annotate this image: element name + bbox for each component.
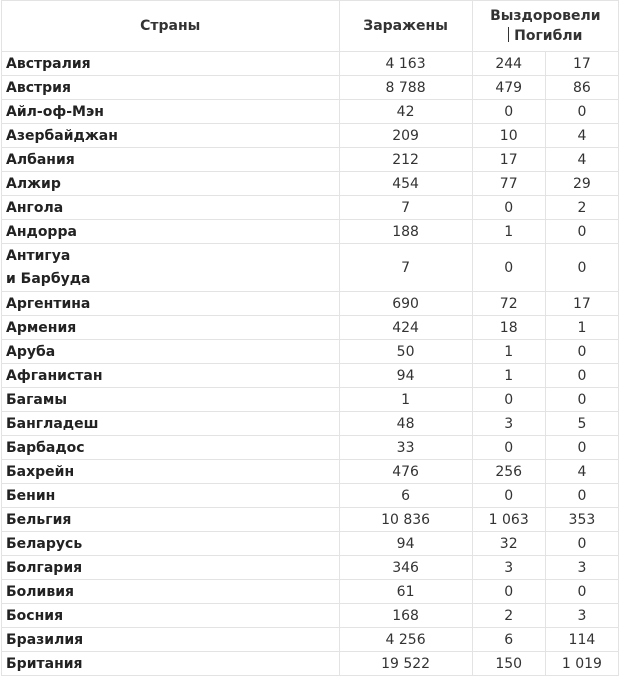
country-name: Багамы [6, 391, 67, 408]
table-row [2, 436, 619, 460]
country-name: Бангладеш [6, 415, 99, 432]
country-name: Беларусь [6, 535, 83, 552]
recovered-cell: 0 [472, 580, 545, 604]
dead-cell: 0 [545, 220, 618, 244]
country-cell [2, 340, 340, 364]
recovered-cell: 1 063 [472, 508, 545, 532]
country-cell [2, 100, 340, 124]
dead-cell: 0 [545, 580, 618, 604]
dead-cell: 4 [545, 148, 618, 172]
recovered-cell: 3 [472, 412, 545, 436]
recovered-cell: 3 [472, 556, 545, 580]
table-row [2, 604, 619, 628]
country-cell [2, 556, 340, 580]
country-name: Болгария [6, 559, 83, 576]
table-body [2, 52, 619, 676]
recovered-cell: 244 [472, 52, 545, 76]
recovered-cell: 0 [472, 100, 545, 124]
dead-cell: 86 [545, 76, 618, 100]
infected-cell: 8 788 [339, 76, 472, 100]
table-row [2, 340, 619, 364]
table-row [2, 364, 619, 388]
table-row [2, 76, 619, 100]
dead-cell: 17 [545, 52, 618, 76]
header-recovered: Выздоровели [490, 8, 601, 24]
infected-cell: 1 [339, 388, 472, 412]
recovered-cell: 0 [472, 436, 545, 460]
country-cell [2, 436, 340, 460]
country-name: Босния [6, 607, 64, 624]
infected-cell: 48 [339, 412, 472, 436]
recovered-cell: 72 [472, 292, 545, 316]
table-row [2, 508, 619, 532]
country-name-line2: и Барбуда [6, 270, 91, 287]
country-name: Афганистан [6, 367, 103, 384]
dead-cell: 0 [545, 100, 618, 124]
infected-cell: 7 [339, 244, 472, 292]
country-cell [2, 532, 340, 556]
infected-cell: 168 [339, 604, 472, 628]
header-recovered-dead [472, 1, 618, 52]
country-name: Бразилия [6, 631, 84, 648]
recovered-cell: 6 [472, 628, 545, 652]
table-row [2, 412, 619, 436]
infected-cell: 212 [339, 148, 472, 172]
table-row [2, 52, 619, 76]
dead-cell: 29 [545, 172, 618, 196]
country-cell [2, 52, 340, 76]
recovered-cell: 0 [472, 484, 545, 508]
dead-cell: 1 019 [545, 652, 618, 676]
dead-cell: 3 [545, 556, 618, 580]
dead-cell: 0 [545, 340, 618, 364]
table-row [2, 196, 619, 220]
infected-cell: 690 [339, 292, 472, 316]
country-cell [2, 412, 340, 436]
table-row [2, 460, 619, 484]
recovered-cell: 150 [472, 652, 545, 676]
country-cell [2, 124, 340, 148]
country-cell [2, 148, 340, 172]
table-row [2, 628, 619, 652]
country-name: Андорра [6, 223, 77, 240]
covid-table [1, 0, 619, 676]
country-cell [2, 628, 340, 652]
country-cell [2, 580, 340, 604]
table-row [2, 388, 619, 412]
dead-cell: 0 [545, 484, 618, 508]
country-cell [2, 364, 340, 388]
dead-cell: 0 [545, 388, 618, 412]
country-name: Айл-оф-Мэн [6, 103, 104, 120]
recovered-cell: 0 [472, 388, 545, 412]
country-cell [2, 316, 340, 340]
country-name: Бенин [6, 487, 56, 504]
infected-cell: 188 [339, 220, 472, 244]
country-name: Азербайджан [6, 127, 118, 144]
table-row [2, 316, 619, 340]
table-row [2, 484, 619, 508]
recovered-cell: 2 [472, 604, 545, 628]
dead-cell: 4 [545, 460, 618, 484]
country-cell [2, 484, 340, 508]
dead-cell: 4 [545, 124, 618, 148]
country-cell [2, 460, 340, 484]
country-name: Аргентина [6, 295, 91, 312]
country-name: Армения [6, 319, 77, 336]
table-row [2, 556, 619, 580]
dead-cell: 3 [545, 604, 618, 628]
country-cell [2, 292, 340, 316]
country-name: Антигуа [6, 247, 71, 264]
country-name: Австрия [6, 79, 71, 96]
infected-cell: 94 [339, 532, 472, 556]
dead-cell: 0 [545, 436, 618, 460]
infected-cell: 6 [339, 484, 472, 508]
dead-cell: 1 [545, 316, 618, 340]
infected-cell: 50 [339, 340, 472, 364]
recovered-cell: 479 [472, 76, 545, 100]
recovered-cell: 18 [472, 316, 545, 340]
recovered-cell: 256 [472, 460, 545, 484]
infected-cell: 424 [339, 316, 472, 340]
dead-cell: 0 [545, 244, 618, 292]
recovered-cell: 1 [472, 220, 545, 244]
country-cell [2, 172, 340, 196]
dead-cell: 0 [545, 364, 618, 388]
infected-cell: 33 [339, 436, 472, 460]
table-row [2, 532, 619, 556]
country-cell [2, 244, 340, 292]
country-name: Албания [6, 151, 75, 168]
recovered-cell: 10 [472, 124, 545, 148]
infected-cell: 476 [339, 460, 472, 484]
recovered-cell: 1 [472, 364, 545, 388]
infected-cell: 4 256 [339, 628, 472, 652]
infected-cell: 19 522 [339, 652, 472, 676]
header-separator [508, 27, 509, 42]
recovered-cell: 1 [472, 340, 545, 364]
table-row [2, 124, 619, 148]
dead-cell: 2 [545, 196, 618, 220]
country-cell [2, 220, 340, 244]
recovered-cell: 0 [472, 244, 545, 292]
dead-cell: 5 [545, 412, 618, 436]
country-name: Британия [6, 655, 83, 672]
infected-cell: 42 [339, 100, 472, 124]
country-cell [2, 76, 340, 100]
table-row [2, 292, 619, 316]
recovered-cell: 32 [472, 532, 545, 556]
recovered-cell: 17 [472, 148, 545, 172]
infected-cell: 4 163 [339, 52, 472, 76]
infected-cell: 10 836 [339, 508, 472, 532]
country-cell [2, 652, 340, 676]
header-infected: Заражены [339, 1, 472, 52]
infected-cell: 346 [339, 556, 472, 580]
country-name: Австралия [6, 55, 91, 72]
infected-cell: 94 [339, 364, 472, 388]
table-row [2, 172, 619, 196]
table-row [2, 244, 619, 292]
country-name: Аруба [6, 343, 56, 360]
table-row [2, 220, 619, 244]
header-row [2, 1, 619, 52]
header-dead: Погибли [514, 28, 583, 44]
infected-cell: 61 [339, 580, 472, 604]
dead-cell: 17 [545, 292, 618, 316]
infected-cell: 209 [339, 124, 472, 148]
country-name: Ангола [6, 199, 64, 216]
header-dead-line [473, 26, 618, 46]
infected-cell: 7 [339, 196, 472, 220]
country-name: Алжир [6, 175, 61, 192]
dead-cell: 0 [545, 532, 618, 556]
country-name: Боливия [6, 583, 75, 600]
country-cell [2, 388, 340, 412]
country-cell [2, 196, 340, 220]
dead-cell: 353 [545, 508, 618, 532]
recovered-cell: 0 [472, 196, 545, 220]
recovered-cell: 77 [472, 172, 545, 196]
country-name: Бахрейн [6, 463, 75, 480]
country-name: Барбадос [6, 439, 85, 456]
table-row [2, 580, 619, 604]
header-country: Страны [2, 1, 340, 52]
dead-cell: 114 [545, 628, 618, 652]
table-row [2, 148, 619, 172]
country-name: Бельгия [6, 511, 72, 528]
table-row [2, 652, 619, 676]
infected-cell: 454 [339, 172, 472, 196]
country-cell [2, 508, 340, 532]
table-row [2, 100, 619, 124]
country-cell [2, 604, 340, 628]
